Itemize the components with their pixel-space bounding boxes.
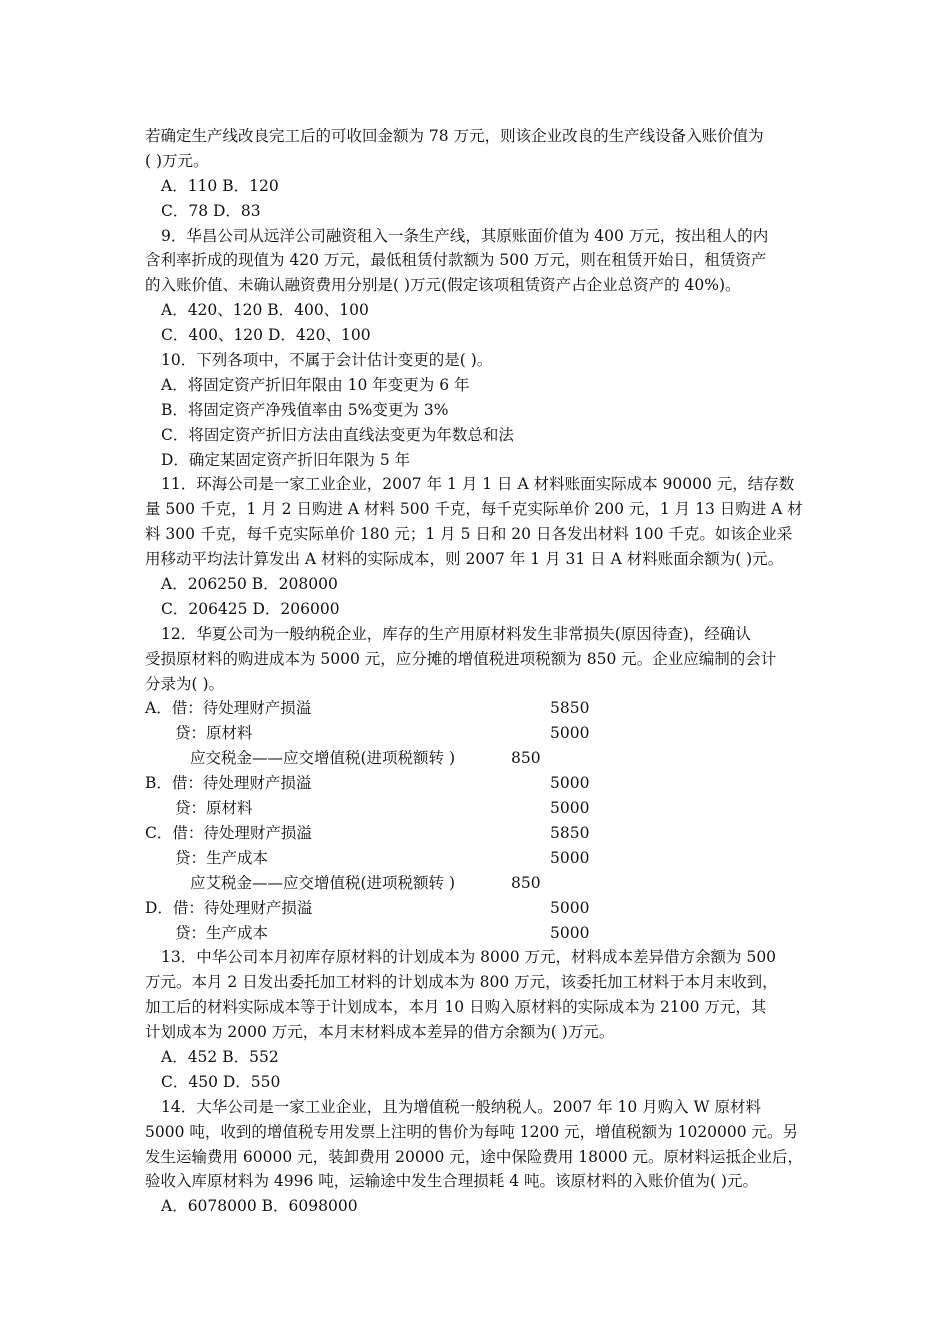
journal-entry-account: 贷：生产成本	[175, 923, 269, 942]
q9-text-line: 含利率折成的现值为 420 万元，最低租赁付款额为 500 万元，则在租赁开始日，租赁资产	[145, 251, 767, 270]
q11-options: C．206425 D．206000	[161, 599, 340, 618]
journal-entry-account: B．借：待处理财产损溢	[145, 774, 312, 793]
q11-text-line: 11．环海公司是一家工业企业，2007 年 1 月 1 日 A 材料账面实际成本 90000 元，结存数	[161, 475, 795, 494]
q9-text-line: 9．华昌公司从远洋公司融资租入一条生产线，其原账面价值为 400 万元，按出租人的内	[161, 226, 769, 245]
q13-text-line: 计划成本为 2000 万元，本月末材料成本差异的借方余额为( )万元。	[145, 1023, 615, 1042]
journal-entry-row	[145, 796, 815, 821]
journal-entry-account: 应艾税金——应交增值税(进项税额转 )	[190, 873, 456, 892]
journal-entry-row	[145, 846, 815, 871]
journal-entry-row	[145, 771, 815, 796]
q14-text-line: 发生运输费用 60000 元，装卸费用 20000 元，途中保险费用 18000 元。原材料运抵企业后，	[145, 1147, 803, 1166]
q14-text-line: 14．大华公司是一家工业企业，且为增值税一般纳税人。2007 年 10 月购入 W 原材料	[161, 1097, 761, 1116]
q8-text-line: ( )万元。	[145, 151, 209, 170]
journal-entry-row	[145, 871, 815, 896]
journal-entry-account: D．借：待处理财产损溢	[145, 898, 313, 917]
q11-text-line: 料 300 千克，每千克实际单价 180 元；1 月 5 日和 20 日各发出材料 100 千克。如该企业采	[145, 525, 793, 544]
q13-text-line: 万元。本月 2 日发出委托加工材料的计划成本为 800 万元，该委托加工材料于本月末收到，	[145, 973, 778, 992]
journal-entry-row	[145, 696, 815, 721]
q10-option-a: A．将固定资产折旧年限由 10 年变更为 6 年	[161, 375, 470, 394]
q13-options: A．452 B．552	[161, 1047, 279, 1066]
document-page	[145, 124, 815, 1219]
journal-entry-row	[145, 746, 815, 771]
q10-text-line: 10．下列各项中，不属于会计估计变更的是( )。	[161, 351, 493, 370]
q13-text-line: 加工后的材料实际成本等于计划成本，本月 10 日购入原材料的实际成本为 2100 万元，其	[145, 998, 767, 1017]
journal-entry-row	[145, 896, 815, 921]
journal-entry-account: 贷：原材料	[175, 799, 253, 818]
q14-text-line: 验收入库原材料为 4996 吨，运输途中发生合理损耗 4 吨。该原材料的入账价值为( )元。	[145, 1172, 759, 1191]
q10-option-d: D．确定某固定资产折旧年限为 5 年	[161, 450, 411, 469]
journal-entry-account: 贷：原材料	[175, 724, 253, 743]
q11-options: A．206250 B．208000	[161, 575, 338, 594]
q10-option-b: B．将固定资产净残值率由 5%变更为 3%	[161, 400, 449, 419]
journal-entry-account: 贷：生产成本	[175, 848, 269, 867]
q11-text-line: 用移动平均法计算发出 A 材料的实际成本，则 2007 年 1 月 31 日 A 材料账面余额为( )元。	[145, 550, 784, 569]
journal-entry-amount: 5850	[550, 699, 590, 718]
q12-text-line: 受损原材料的购进成本为 5000 元，应分摊的增值税进项税额为 850 元。企业应编制的会计	[145, 649, 777, 668]
q14-options: A．6078000 B．6098000	[161, 1197, 358, 1216]
q9-options: A．420、120 B．400、100	[161, 301, 369, 320]
journal-entry-amount: 5850	[550, 823, 590, 842]
journal-entry-amount: 5000	[550, 898, 590, 917]
q12-text-line: 12．华夏公司为一般纳税企业，库存的生产用原材料发生非常损失(原因待查)，经确认	[161, 624, 751, 643]
q14-text-line: 5000 吨，收到的增值税专用发票上注明的售价为每吨 1200 元，增值税额为 1020000 元。另	[145, 1122, 799, 1141]
journal-entry-amount: 5000	[550, 724, 590, 743]
q8-options: C．78 D．83	[161, 201, 261, 220]
q13-text-line: 13．中华公司本月初库存原材料的计划成本为 8000 万元，材料成本差异借方余额为 500	[161, 948, 777, 967]
q10-option-c: C．将固定资产折旧方法由直线法变更为年数总和法	[161, 425, 514, 444]
journal-entry-amount: 5000	[550, 799, 590, 818]
journal-entry-account: C．借：待处理财产损溢	[145, 823, 312, 842]
q12-journal-entries	[145, 696, 815, 945]
journal-entry-account: 应交税金——应交增值税(进项税额转 )	[190, 749, 456, 768]
journal-entry-row	[145, 821, 815, 846]
journal-entry-amount: 5000	[550, 774, 590, 793]
journal-entry-amount: 5000	[550, 848, 590, 867]
journal-entry-amount: 850	[511, 749, 541, 768]
journal-entry-amount: 850	[511, 873, 541, 892]
q12-text-line: 分录为( )。	[145, 674, 225, 693]
journal-entry-amount: 5000	[550, 923, 590, 942]
q8-options: A．110 B．120	[161, 176, 279, 195]
q13-options: C．450 D．550	[161, 1072, 281, 1091]
q9-options: C．400、120 D．420、100	[161, 326, 371, 345]
journal-entry-row	[145, 721, 815, 746]
journal-entry-row	[145, 921, 815, 946]
q8-text-line: 若确定生产线改良完工后的可收回金额为 78 万元，则该企业改良的生产线设备入账价值为	[145, 127, 764, 145]
q11-text-line: 量 500 千克，1 月 2 日购进 A 材料 500 千克，每千克实际单价 200 元，1 月 13 日购进 A 材	[145, 500, 803, 519]
q9-text-line: 的入账价值、未确认融资费用分别是( )万元(假定该项租赁资产占企业总资产的 40%)。	[145, 276, 741, 295]
journal-entry-account: A．借：待处理财产损溢	[145, 699, 312, 718]
